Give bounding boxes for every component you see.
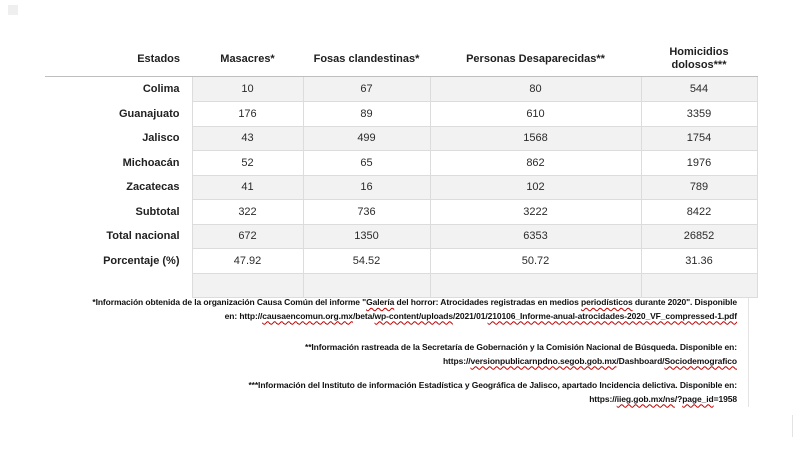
footnote-text: *Información obtenida de la organización Causa Común del informe " (92, 297, 367, 307)
cell-fosas: 54.52 (303, 249, 430, 274)
column-header-personas-desaparecidas: Personas Desaparecidas** (430, 42, 641, 77)
row-label (45, 273, 192, 298)
cell-homicidios: 789 (641, 175, 757, 200)
row-label: Guanajuato (45, 102, 192, 127)
footnote-url: en: http:// (224, 310, 263, 321)
footnote-url-spellchecked: causaencomun.org.mx (262, 310, 353, 321)
footnote-iieg (92, 379, 737, 406)
cell-personas: 610 (430, 102, 641, 127)
footnote-url: =1958 (713, 393, 737, 404)
cell-homicidios: 8422 (641, 200, 757, 225)
footnote-url: /? (674, 393, 683, 404)
footnote-url: /beta/ (352, 310, 375, 321)
statistics-table (45, 42, 758, 298)
footnote-url: https:// (589, 393, 617, 404)
row-label: Total nacional (45, 224, 192, 249)
cell-masacres: 52 (192, 151, 303, 176)
footnote-text-spellchecked: periodísticos (580, 297, 633, 307)
footnote-causa-comun (92, 296, 737, 323)
cell-fosas (303, 273, 430, 298)
cell-homicidios: 31.36 (641, 249, 757, 274)
cell-homicidios: 3359 (641, 102, 757, 127)
row-label: Zacatecas (45, 175, 192, 200)
row-label: Michoacán (45, 151, 192, 176)
footnote-url-spellchecked: wp-content/uploads (374, 310, 454, 321)
cell-masacres: 322 (192, 200, 303, 225)
row-label: Subtotal (45, 200, 192, 225)
column-header-masacres: Masacres* (192, 42, 303, 77)
cell-masacres (192, 273, 303, 298)
cell-personas: 1568 (430, 126, 641, 151)
footnote-url-spellchecked: 210106_Informe-anual-atrocidades-2020_VF_compressed-1.pdf (487, 310, 737, 321)
footnote-text: **Información rastreada de la Secretaría de Gobernación y la Comisión Nacional de Búsqueda. Disponible en: (305, 342, 737, 352)
cell-homicidios (641, 273, 757, 298)
cell-personas: 3222 (430, 200, 641, 225)
cell-masacres: 47.92 (192, 249, 303, 274)
footnote-url: https:// (442, 355, 471, 366)
table-row-zacatecas (45, 175, 757, 200)
cell-personas: 6353 (430, 224, 641, 249)
footnote-url-spellchecked: iieg.gob.mx/ns (616, 393, 675, 404)
table-row-subtotal (45, 200, 757, 225)
row-label: Colima (45, 77, 192, 102)
table-row-michoacan (45, 151, 757, 176)
cell-fosas: 89 (303, 102, 430, 127)
textbox-edge-line (748, 291, 749, 407)
cell-masacres: 672 (192, 224, 303, 249)
cell-personas: 862 (430, 151, 641, 176)
cell-personas: 50.72 (430, 249, 641, 274)
footnote-url: /2021/01/ (453, 310, 488, 321)
table-row-empty (45, 273, 757, 298)
table-row-colima (45, 77, 757, 102)
cell-fosas: 67 (303, 77, 430, 102)
row-label: Jalisco (45, 126, 192, 151)
footnote-text: ***Información del Instituto de información Estadística y Geográfica de Jalisco, apartado Incidencia delictiva. Disponible en: (248, 380, 737, 390)
cell-masacres: 10 (192, 77, 303, 102)
cell-personas: 102 (430, 175, 641, 200)
footnote-text-spellchecked: Galería (366, 297, 395, 307)
statistics-table-container (45, 42, 758, 298)
table-row-total-nacional (45, 224, 757, 249)
cell-fosas: 1350 (303, 224, 430, 249)
cell-homicidios: 544 (641, 77, 757, 102)
cell-personas (430, 273, 641, 298)
cell-masacres: 41 (192, 175, 303, 200)
footnote-text: durante 2020". Disponible (632, 297, 737, 307)
table-row-porcentaje (45, 249, 757, 274)
row-label: Porcentaje (%) (45, 249, 192, 274)
edit-artifact-line (792, 415, 793, 437)
column-header-estados: Estados (45, 42, 192, 77)
column-header-homicidios-dolosos: Homicidios dolosos*** (641, 42, 757, 77)
edit-artifact-square (8, 5, 18, 15)
footnote-url-spellchecked: Sociodemografico (664, 355, 737, 366)
footnote-url-spellchecked: page_id (682, 393, 714, 404)
footnotes-block (92, 296, 737, 406)
column-header-fosas-clandestinas: Fosas clandestinas* (303, 42, 430, 77)
footnote-segob (92, 341, 737, 368)
footnote-url-spellchecked: versionpublicarnpdno.segob.gob.mx (470, 355, 617, 366)
cell-fosas: 16 (303, 175, 430, 200)
cell-homicidios: 1976 (641, 151, 757, 176)
cell-personas: 80 (430, 77, 641, 102)
header-row (45, 42, 757, 77)
cell-fosas: 736 (303, 200, 430, 225)
footnote-text: del horror: Atrocidades registradas en medios (394, 297, 581, 307)
cell-homicidios: 26852 (641, 224, 757, 249)
cell-fosas: 499 (303, 126, 430, 151)
cell-masacres: 43 (192, 126, 303, 151)
footnote-url: /Dashboard/ (616, 355, 665, 366)
cell-homicidios: 1754 (641, 126, 757, 151)
table-row-guanajuato (45, 102, 757, 127)
cell-fosas: 65 (303, 151, 430, 176)
table-row-jalisco (45, 126, 757, 151)
cell-masacres: 176 (192, 102, 303, 127)
